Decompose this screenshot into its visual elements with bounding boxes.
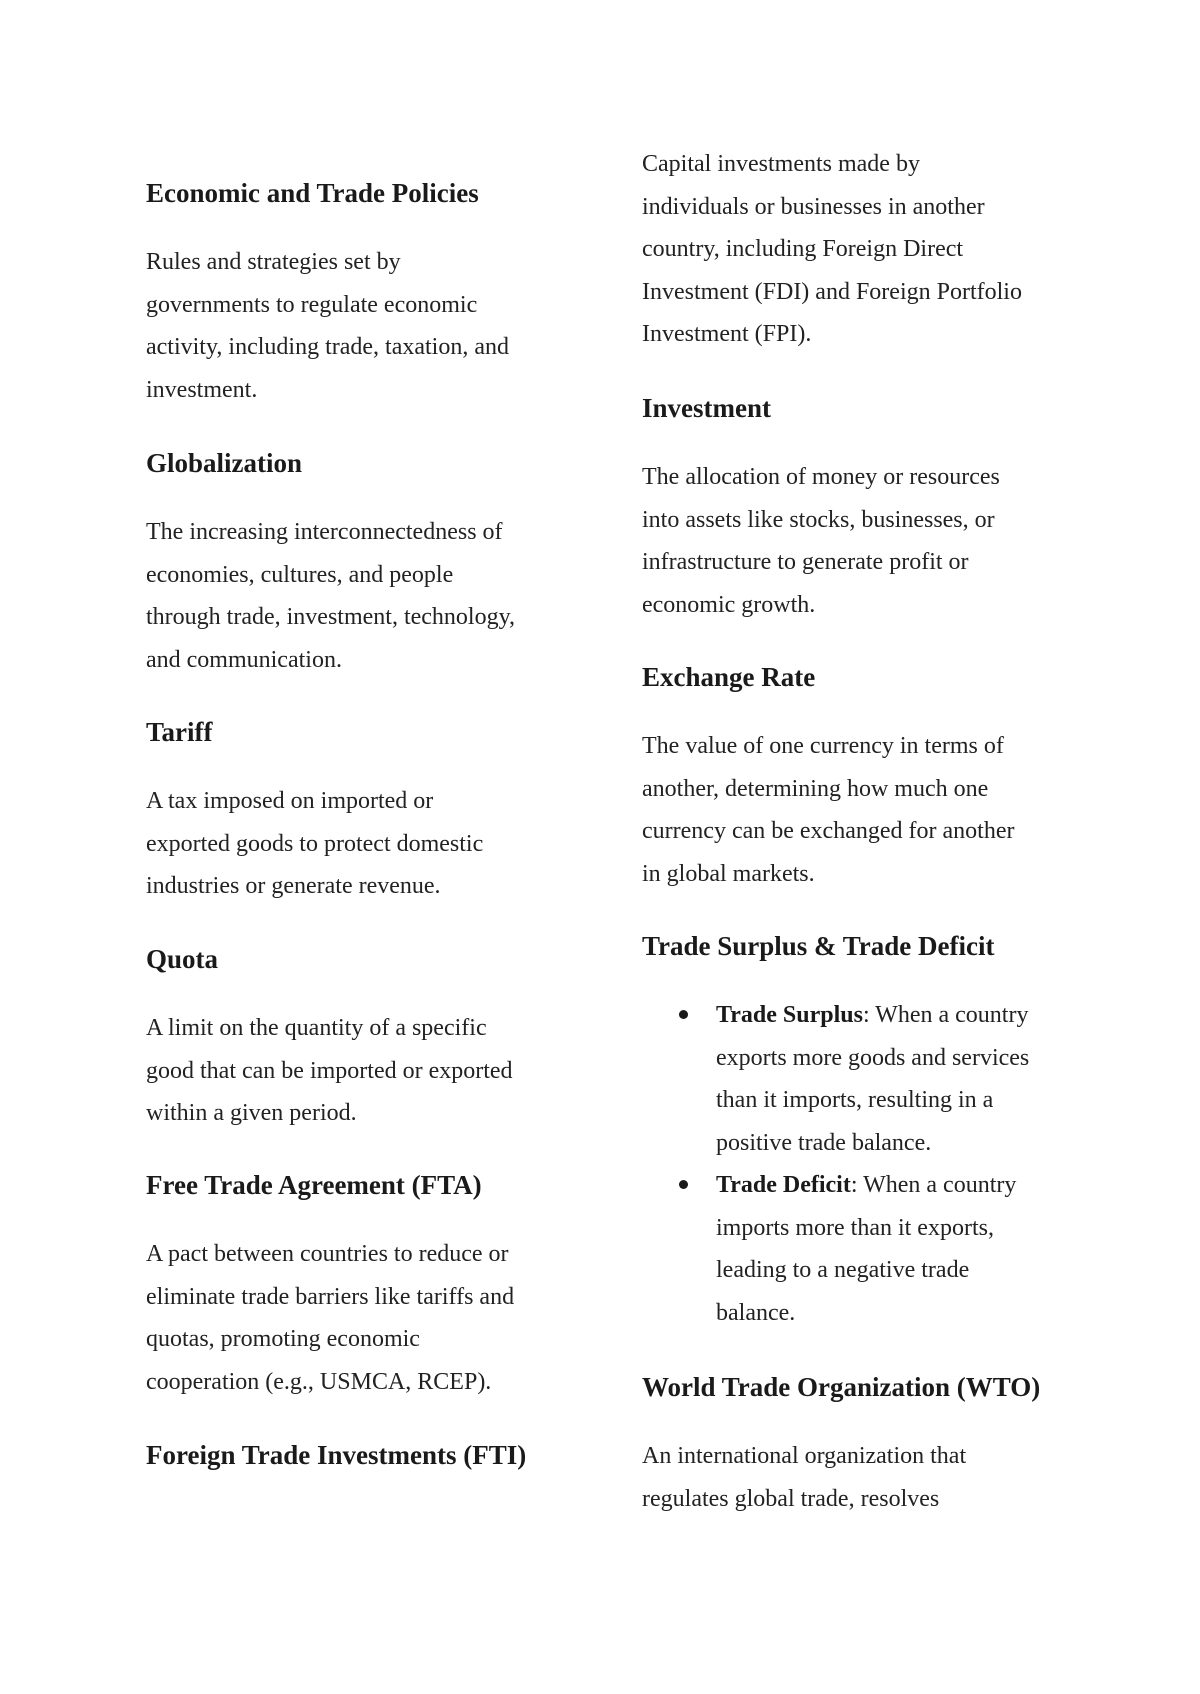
text-line: An international organization that [642,1443,967,1469]
heading-exchange-rate: Exchange Rate [642,662,816,692]
text-line: regulates global trade, resolves [642,1485,940,1512]
text-line: balance. [716,1299,796,1326]
definition-foreign-trade-investments [642,143,1022,356]
heading-globalization: Globalization [146,448,303,478]
text-line: The increasing interconnectedness of [146,519,503,545]
definition-globalization [146,511,515,681]
text-line: and communication. [146,646,342,673]
text-line: economies, cultures, and people [146,561,454,588]
definition-world-trade-organization [642,1435,966,1520]
text-line: within a given period. [146,1100,357,1126]
text-line: another, determining how much one [642,775,989,802]
definition-economic-trade-policies [146,241,509,411]
heading-free-trade-agreement: Free Trade Agreement (FTA) [146,1170,482,1200]
text-line: quotas, promoting economic [146,1326,420,1352]
text-line: exports more goods and services [716,1044,1030,1071]
text-line: activity, including trade, taxation, and [146,334,509,360]
list-item-trade-surplus [642,994,1029,1164]
text-line: investment. [146,376,258,403]
text-line [716,994,1029,1037]
term-trade-surplus: Trade Surplus [716,1002,863,1028]
text-line: A pact between countries to reduce or [146,1241,509,1267]
text-line: than it imports, resulting in a [716,1087,994,1113]
heading-quota: Quota [146,944,219,974]
text-line: Investment (FPI). [642,321,812,347]
bullet-icon [679,1010,688,1019]
text-line: leading to a negative trade [716,1257,970,1283]
text-line: in global markets. [642,860,815,887]
definition-exchange-rate [642,725,1014,895]
list-item-trade-deficit [642,1164,1029,1334]
text-line: through trade, investment, technology, [146,604,516,630]
heading-economic-trade-policies: Economic and Trade Policies [146,178,479,208]
text-fragment: : When a country [850,1172,1017,1198]
text-line: Investment (FDI) and Foreign Portfolio [642,278,1022,305]
definition-free-trade-agreement [146,1233,514,1403]
definition-quota [146,1007,513,1135]
text-line: Rules and strategies set by [146,249,401,275]
text-line: economic growth. [642,591,816,618]
text-line: exported goods to protect domestic [146,830,484,857]
definition-tariff [146,780,483,908]
text-line: industries or generate revenue. [146,873,441,899]
definition-investment [642,456,1000,626]
text-line: Capital investments made by [642,151,920,177]
text-line: cooperation (e.g., USMCA, RCEP). [146,1368,492,1395]
heading-investment: Investment [642,393,771,423]
text-fragment: : When a country [862,1002,1029,1028]
text-line: currency can be exchanged for another [642,818,1015,844]
text-line: positive trade balance. [716,1129,932,1156]
heading-foreign-trade-investments: Foreign Trade Investments (FTI) [146,1440,527,1470]
text-line: governments to regulate economic [146,291,478,318]
text-line: The allocation of money or resources [642,464,1000,490]
text-line: imports more than it exports, [716,1214,994,1241]
heading-trade-surplus-deficit: Trade Surplus & Trade Deficit [642,931,995,961]
term-trade-deficit: Trade Deficit [716,1172,851,1198]
trade-balance-list [642,994,1029,1334]
text-line: country, including Foreign Direct [642,236,964,262]
heading-world-trade-organization: World Trade Organization (WTO) [642,1372,1041,1402]
text-line: The value of one currency in terms of [642,733,1004,759]
bullet-icon [679,1180,688,1189]
text-line: A tax imposed on imported or [146,788,434,814]
text-line [716,1164,1029,1207]
text-line: A limit on the quantity of a specific [146,1015,487,1041]
text-line: individuals or businesses in another [642,193,985,220]
heading-tariff: Tariff [146,717,213,747]
text-line: into assets like stocks, businesses, or [642,506,995,533]
text-line: infrastructure to generate profit or [642,549,969,575]
text-line: eliminate trade barriers like tariffs and [146,1283,515,1310]
text-line: good that can be imported or exported [146,1057,513,1084]
